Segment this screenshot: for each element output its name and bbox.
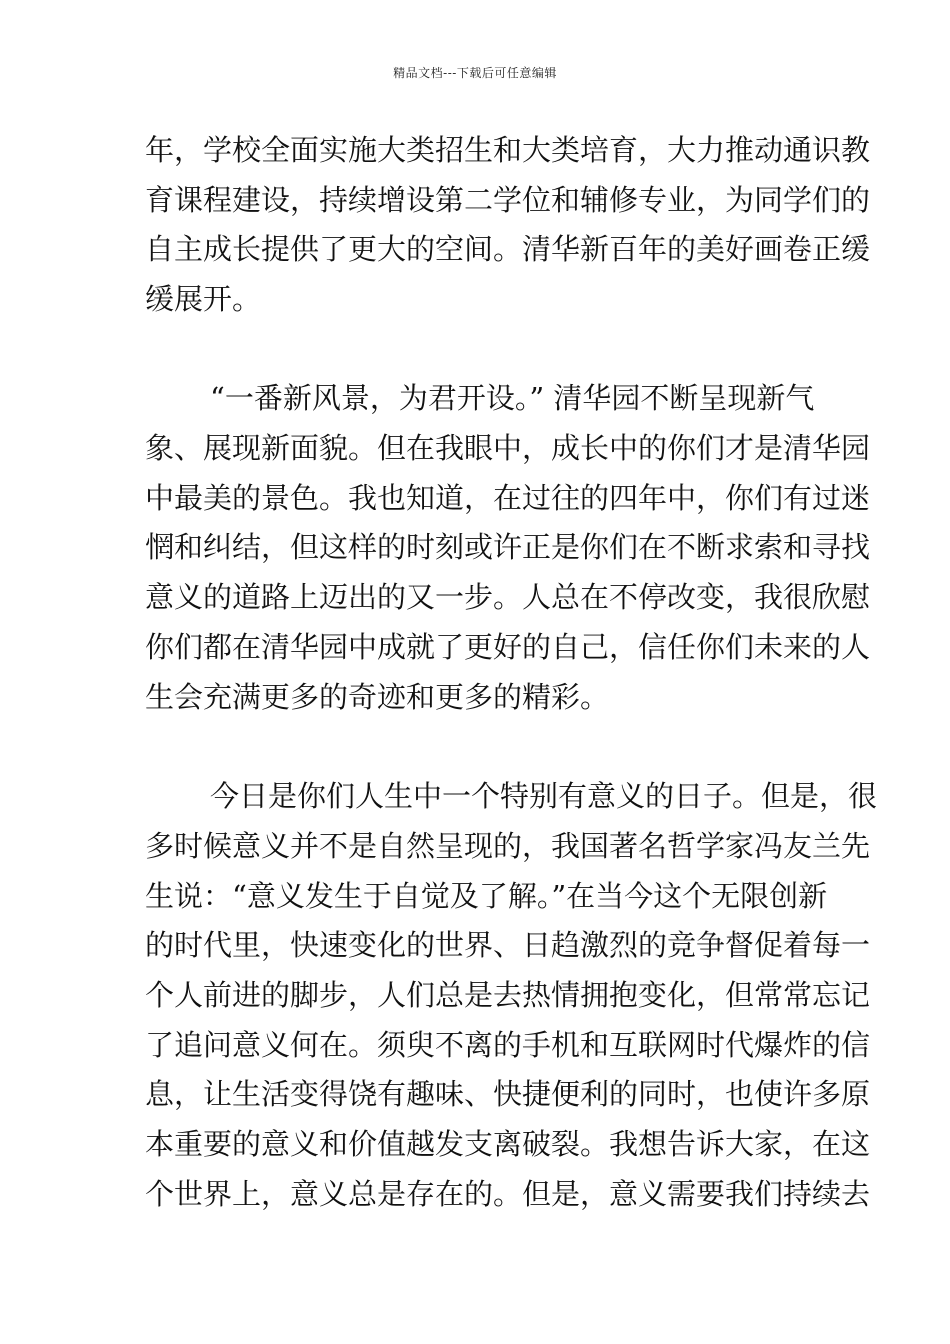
paragraph-1-line-4: 缓展开。 — [145, 282, 262, 316]
paragraph-2-line-3: 中最美的景色。我也知道，在过往的四年中，你们有过迷 — [145, 481, 871, 515]
paragraph-3-line-5: 个人前进的脚步，人们总是去热情拥抱变化，但常常忘记 — [145, 978, 871, 1012]
paragraph-3-line-8: 本重要的意义和价值越发支离破裂。我想告诉大家，在这 — [145, 1127, 871, 1161]
paragraph-3-line-9: 个世界上，意义总是存在的。但是，意义需要我们持续去 — [145, 1177, 871, 1211]
paragraph-3-line-1: 今日是你们人生中一个特别有意义的日子。但是，很 — [210, 779, 878, 813]
paragraph-2-line-4: 惘和纠结，但这样的时刻或许正是你们在不断求索和寻找 — [145, 530, 871, 564]
paragraph-3-line-6: 了追问意义何在。须臾不离的手机和互联网时代爆炸的信 — [145, 1028, 871, 1062]
paragraph-1-line-3: 自主成长提供了更大的空间。清华新百年的美好画卷正缓 — [145, 232, 871, 266]
paragraph-2-line-2: 象、展现新面貌。但在我眼中，成长中的你们才是清华园 — [145, 431, 871, 465]
paragraph-1-line-1: 年，学校全面实施大类招生和大类培育，大力推动通识教 — [145, 133, 871, 167]
paragraph-2-line-5: 意义的道路上迈出的又一步。人总在不停改变，我很欣慰 — [145, 580, 871, 614]
paragraph-3-line-4: 的时代里，快速变化的世界、日趋激烈的竞争督促着每一 — [145, 928, 871, 962]
paragraph-2-line-7: 生会充满更多的奇迹和更多的精彩。 — [145, 680, 610, 714]
page-header: 精品文档---下载后可任意编辑 — [393, 66, 557, 80]
paragraph-2-line-6: 你们都在清华园中成就了更好的自己，信任你们未来的人 — [145, 630, 871, 664]
paragraph-3-line-3: 生说：“意义发生于自觉及了解。”在当今这个无限创新 — [145, 879, 828, 913]
paragraph-3-line-2: 多时候意义并不是自然呈现的，我国著名哲学家冯友兰先 — [145, 829, 871, 863]
paragraph-2-line-1: “一番新风景，为君开设。” 清华园不断呈现新气 — [210, 381, 815, 415]
paragraph-1-line-2: 育课程建设，持续增设第二学位和辅修专业，为同学们的 — [145, 183, 871, 217]
paragraph-3-line-7: 息，让生活变得饶有趣味、快捷便利的同时，也使许多原 — [145, 1077, 871, 1111]
